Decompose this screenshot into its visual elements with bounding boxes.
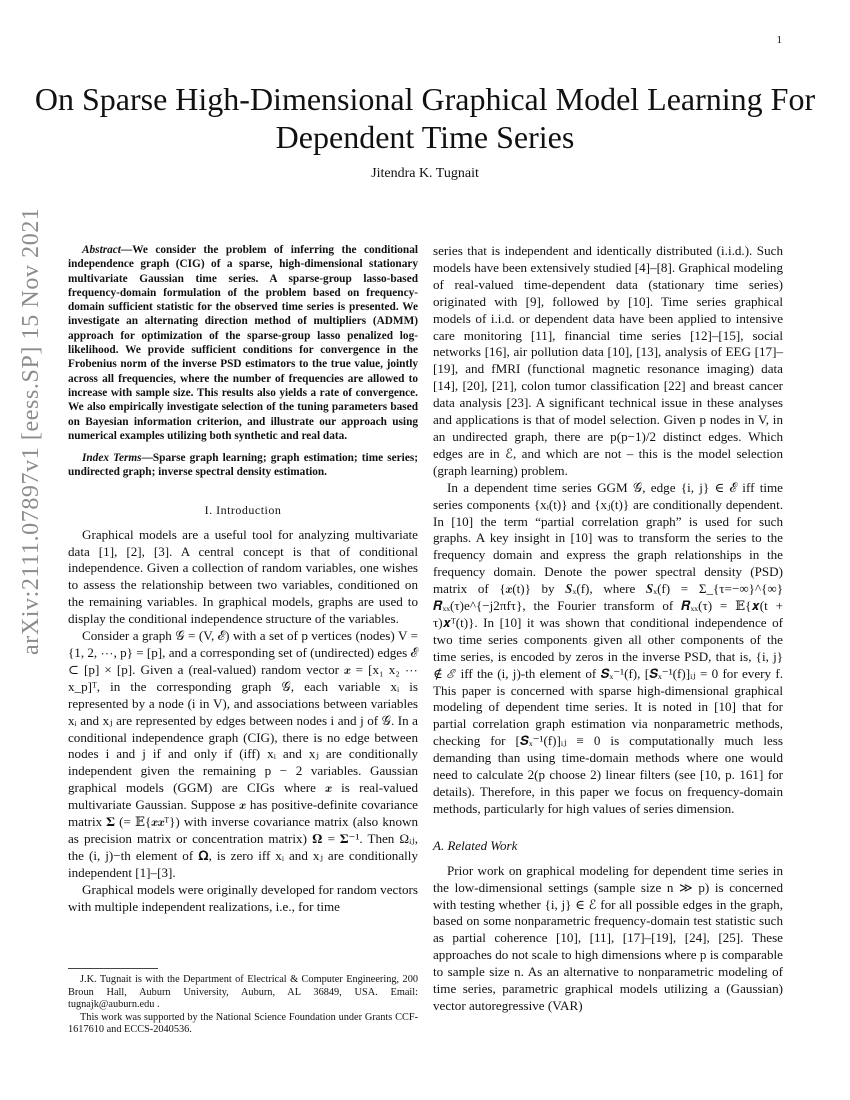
paragraph: In a dependent time series GGM 𝒢, edge {i, j} ∈ ℰ iff time series components {xᵢ(t)} and {xⱼ(t)} are conditionally dependent. In [10] the term “partial correlation graph” is used for such graphs. A key insight in [10] was to transform the series to the frequency domain and express the graph relationships in the frequency domain. Denote the power spectral density (PSD) matrix of {𝒙(t)} by 𝑺ₓ(f), where 𝑺ₓ(f) = Σ_{τ=−∞}^{∞} 𝑹ₓₓ(τ)e^{−j2πfτ}, the Fourier transform of 𝑹ₓₓ(τ) = 𝔼{𝒙(t + τ)𝒙ᵀ(t)}. In [10] it was shown that conditional independence of two time series components given all other components of the time series, is encoded by zeros in the inverse PSD, that is, {i, j} ∉ ℰ iff the (i, j)-th element of 𝑺ₓ⁻¹(f), [𝑺ₓ⁻¹(f)]ᵢⱼ = 0 for every f. This paper is concerned with sparse high-dimensional graphical modeling of dependent time series. It is noted in [10] that for partial correlation graph estimation via nonparametric methods, checking for [𝑺ₓ⁻¹(f)]ᵢⱼ ≡ 0 is computationally much less demanding than using time-domain methods where one would need to calculate 2(p choose 2) linear filters (see [10, p. 161] for details). Therefore, in this paper we focus on frequency-domain methods, particularly for high values of series dimension.	[433, 479, 783, 816]
page-number: 1	[776, 34, 782, 46]
index-terms-text: —Sparse graph learning; graph estimation; time series; undirected graph; inverse spectral density estimation.	[68, 452, 418, 479]
footnote-funding: This work was supported by the National Science Foundation under Grants CCF-1617610 and ECCS-2040536.	[68, 1011, 418, 1035]
left-column	[68, 243, 418, 916]
paragraph: Graphical models are a useful tool for analyzing multivariate data [1], [2], [3]. A central concept is that of conditional independence. Given a collection of random variables, one wishes to assess the relationship between two variables, conditioned on the remaining variables. In graphical models, graphs are used to display the conditional independence structure of the variables.	[68, 526, 418, 627]
footnotes	[68, 968, 418, 1037]
paragraph: Consider a graph 𝒢 = (V, ℰ) with a set of p vertices (nodes) V = {1, 2, ⋯, p} = [p], and a corresponding set of (undirected) edges ℰ ⊂ [p] × [p]. Given a (real-valued) random vector 𝒙 = [x₁ x₂ ⋯ x_p]ᵀ, in the corresponding graph 𝒢, each variable xᵢ is represented by a node (i in V), and associations between variables xᵢ and xⱼ are represented by edges between nodes i and j of 𝒢. In a conditional independence graph (CIG), there is no edge between nodes i and j if and only if (iff) xᵢ and xⱼ are conditionally independent given the remaining p − 2 variables. Gaussian graphical models (GGM) are CIGs where 𝒙 is real-valued multivariate Gaussian. Suppose 𝒙 has positive-definite covariance matrix 𝚺 (= 𝔼{𝒙𝒙ᵀ}) with inverse covariance matrix (also known as precision matrix or concentration matrix) 𝛀 = 𝚺⁻¹. Then Ωᵢⱼ, the (i, j)−th element of 𝛀, is zero iff xᵢ and xⱼ are conditionally independent [1]–[3].	[68, 628, 418, 880]
index-terms	[68, 451, 418, 480]
abstract-label: Abstract	[82, 244, 121, 256]
paragraph: Prior work on graphical modeling for dependent time series in the low-dimensional settings (sample size n ≫ p) is concerned with testing whether {i, j} ∈ ℰ for all possible edges in the graph, based on some nonparametric frequency-domain test statistic such as partial coherence [10], [11], [17]–[19], [24], [25]. These approaches do not scale to high dimensions where p is comparable to sample size n. As an alternative to nonparametric modeling of time series, parametric graphical models utilizing a (Gaussian) vector autoregressive (VAR)	[433, 862, 783, 1013]
section-heading-introduction: I. Introduction	[204, 502, 282, 517]
paragraph: Graphical models were originally developed for random vectors with multiple independent realizations, i.e., for time	[68, 881, 418, 914]
abstract	[68, 243, 418, 443]
abstract-text: —We consider the problem of inferring the conditional independence graph (CIG) of a sparse, high-dimensional stationary multivariate Gaussian time series. A sparse-group lasso-based frequency-domain formulation of the problem based on frequency-domain sufficient statistic for the observed time series is presented. We investigate an alternating direction method of multipliers (ADMM) approach for optimization of the sparse-group lasso penalized log-likelihood. We provide sufficient conditions for convergence in the Frobenius norm of the inverse PSD estimators to the true value, jointly across all frequencies, where the number of frequencies are allowed to increase with sample size. This results also yields a rate of convergence. We also empirically investigate selection of the tuning parameters based on Bayesian information criterion, and illustrate our approach using numerical examples utilizing both synthetic and real data.	[68, 244, 418, 442]
footnote-affiliation: J.K. Tugnait is with the Department of Electrical & Computer Engineering, 200 Broun Hall, Auburn University, Auburn, AL 36849, USA. Email: tugnajk@auburn.edu .	[68, 974, 418, 1010]
index-terms-label: Index Terms	[82, 452, 142, 465]
arxiv-stamp: arXiv:2111.07897v1 [eess.SP] 15 Nov 2021	[18, 207, 44, 655]
subsection-heading-related-work: A. Related Work	[433, 837, 518, 853]
right-column	[433, 243, 783, 1015]
footnote-rule	[68, 968, 158, 969]
paragraph: series that is independent and identically distributed (i.i.d.). Such models have been extensively studied [4]–[8]. Graphical modeling of real-valued time-dependent data (stationary time series) originated with [9], followed by [10]. Time series graphical models of i.i.d. or dependent data have been applied to intensive care monitoring [11], financial time series [12]–[15], social networks [16], air pollution data [10], [13], analysis of EEG [17]–[19], and fMRI (functional magnetic resonance imaging) data [14], [20], [21], colon tumor classification [22] and breast cancer data analysis [23]. A significant technical issue in these analyses and applications is that of model selection. Given p nodes in V, in an undirected graph, there are p(p−1)/2 distinct edges. Which edges are in ℰ, and which are not – this is the model selection (graph learning) problem.	[433, 243, 783, 478]
paper-title: On Sparse High-Dimensional Graphical Model Learning For Dependent Time Series	[34, 81, 816, 155]
author-name: Jitendra K. Tugnait	[371, 166, 479, 181]
